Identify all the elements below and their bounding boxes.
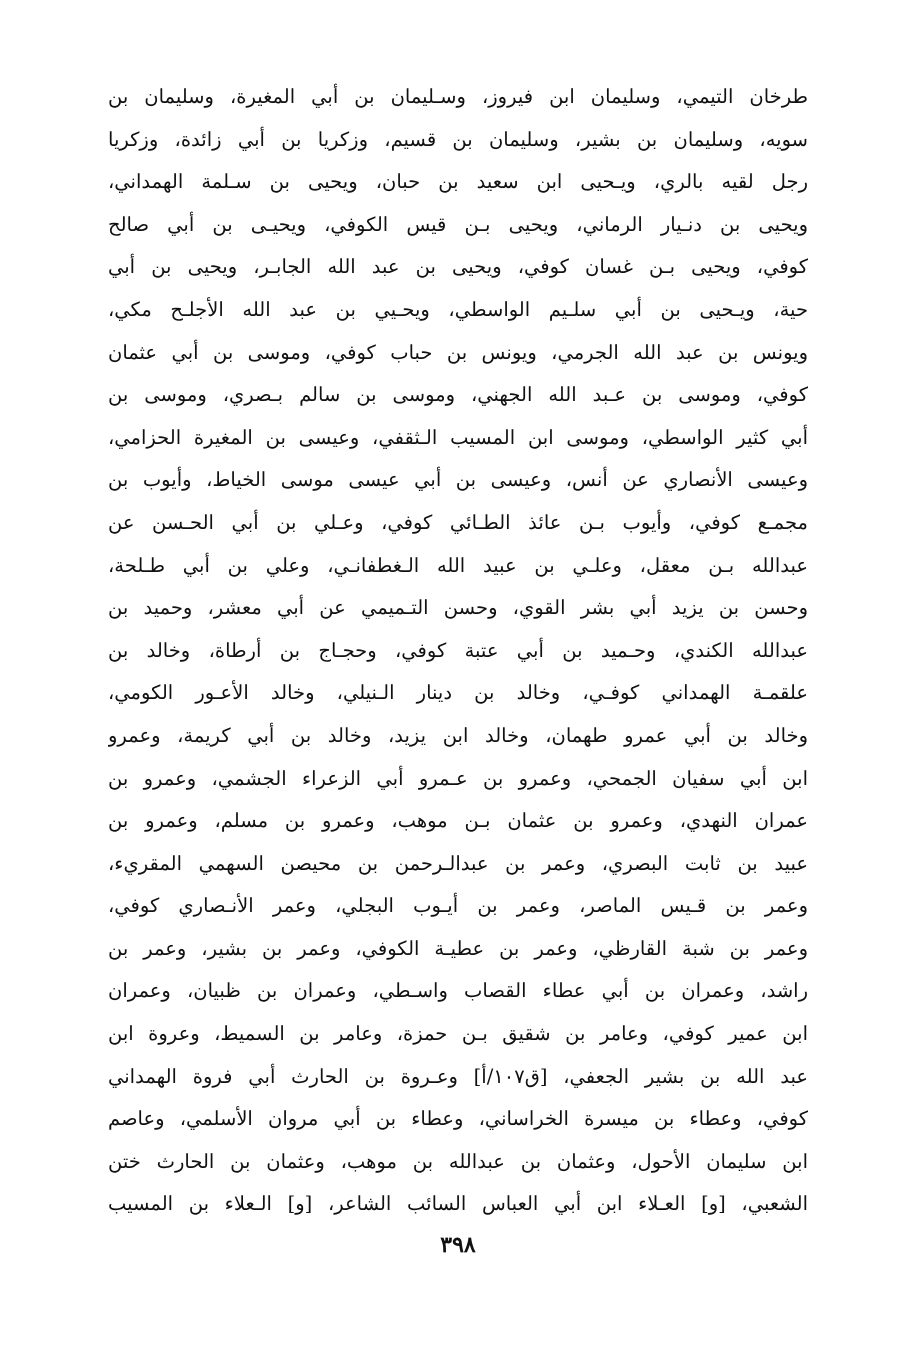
text-line-24: عبد الله بن بشير الجعفي، [ق١٠٧/أ] وعـروة بن الحارث أبي فروة الهمداني [108,1064,808,1088]
page-number: ٣٩٨ [440,1232,476,1258]
text-line-18: عمران النهدي، وعمرو بن عثمان بـن موهب، وعمرو بن مسلم، وعمرو بن [108,809,808,833]
text-line-15: علقمـة الهمداني كوفـي، وخالد بن دينار الـنيلي، وخالد الأعـور الكومي، [108,681,808,705]
text-line-8: كوفي، وموسى بن عـبد الله الجهني، وموسى بن سالم بـصري، وموسى بن [108,383,808,407]
text-line-17: ابن أبي سفيان الجمحي، وعمرو بن عـمرو أبي الزعراء الجشمي، وعمرو بن [108,766,808,790]
text-line-14: عبدالله الكندي، وحـميد بن أبي عتبة كوفي، وحجـاج بن أرطاة، وخالد بن [108,638,808,662]
text-line-7: ويونس بن عبد الله الجرمي، ويونس بن حباب كوفي، وموسى بن أبي عثمان [108,340,808,364]
text-line-20: وعمر بن قـيس الماصر، وعمر بن أيـوب البجلي، وعمر الأنـصاري كوفي، [108,894,808,918]
text-line-4: ويحيى بن دنـيار الرماني، ويحيى بـن قيس الكوفي، ويحيـى بن أبي صالح [108,212,808,236]
text-line-19: عبيد بن ثابت البصري، وعمر بن عبدالـرحمن بن محيصن السهمي المقريء، [108,851,808,875]
main-text-block [108,76,808,1226]
text-line-5: كوفي، ويحيى بـن غسان كوفي، ويحيى بن عبد الله الجابـر، ويحيى بن أبي [108,255,808,279]
text-line-12: عبدالله بـن معقل، وعلـي بن عبيد الله الـغطفانـي، وعلي بن أبي طـلحة، [108,553,808,577]
text-line-11: مجمـع كوفي، وأيوب بـن عائذ الطـائي كوفي، وعـلي بن أبي الحـسن عن [108,510,808,534]
text-line-23: ابن عمير كوفي، وعامر بن شقيق بـن حمزة، وعامر بن السميط، وعروة ابن [108,1022,808,1046]
text-line-3: رجل لقيه بالري، ويـحيى ابن سعيد بن حبان، ويحيى بن سـلمة الهمداني، [108,170,808,194]
text-line-21: وعمر بن شبة القارظي، وعمر بن عطيـة الكوفي، وعمر بن بشير، وعمر بن [108,936,808,960]
text-line-22: راشد، وعمران بن أبي عطاء القصاب واسـطي، وعمران بن ظبيان، وعمران [108,979,808,1003]
text-line-16: وخالد بن أبي عمرو طهمان، وخالد ابن يزيد، وخالد بن أبي كريمة، وعمرو [108,723,808,747]
text-line-26: ابن سليمان الأحول، وعثمان بن عبدالله بن موهب، وعثمان بن الحارث ختن [108,1149,808,1173]
text-line-10: وعيسى الأنصاري عن أنس، وعيسى بن أبي عيسى موسى الخياط، وأيوب بن [108,468,808,492]
text-line-9: أبي كثير الواسطي، وموسى ابن المسيب الـثقفي، وعيسى بن المغيرة الحزامي، [108,425,808,449]
text-line-25: كوفي، وعطاء بن ميسرة الخراساني، وعطاء بن أبي مروان الأسلمي، وعاصم [108,1107,808,1131]
text-line-27: الشعبي، [و] العـلاء ابن أبي العباس السائب الشاعر، [و] الـعلاء بن المسيب [108,1192,808,1216]
text-line-6: حية، ويـحيى بن أبي سلـيم الواسطي، ويحـيي بن عبد الله الأجلـح مكي، [108,297,808,321]
text-line-1: طرخان التيمي، وسليمان ابن فيروز، وسـليمان بن أبي المغيرة، وسليمان بن [108,85,808,108]
text-line-13: وحسن بن يزيد أبي بشر القوي، وحسن التـميمي عن أبي معشر، وحميد بن [108,596,808,620]
text-line-2: سويه، وسليمان بن بشير، وسليمان بن قسيم، وزكريا بن أبي زائدة، وزكريا [108,127,808,151]
